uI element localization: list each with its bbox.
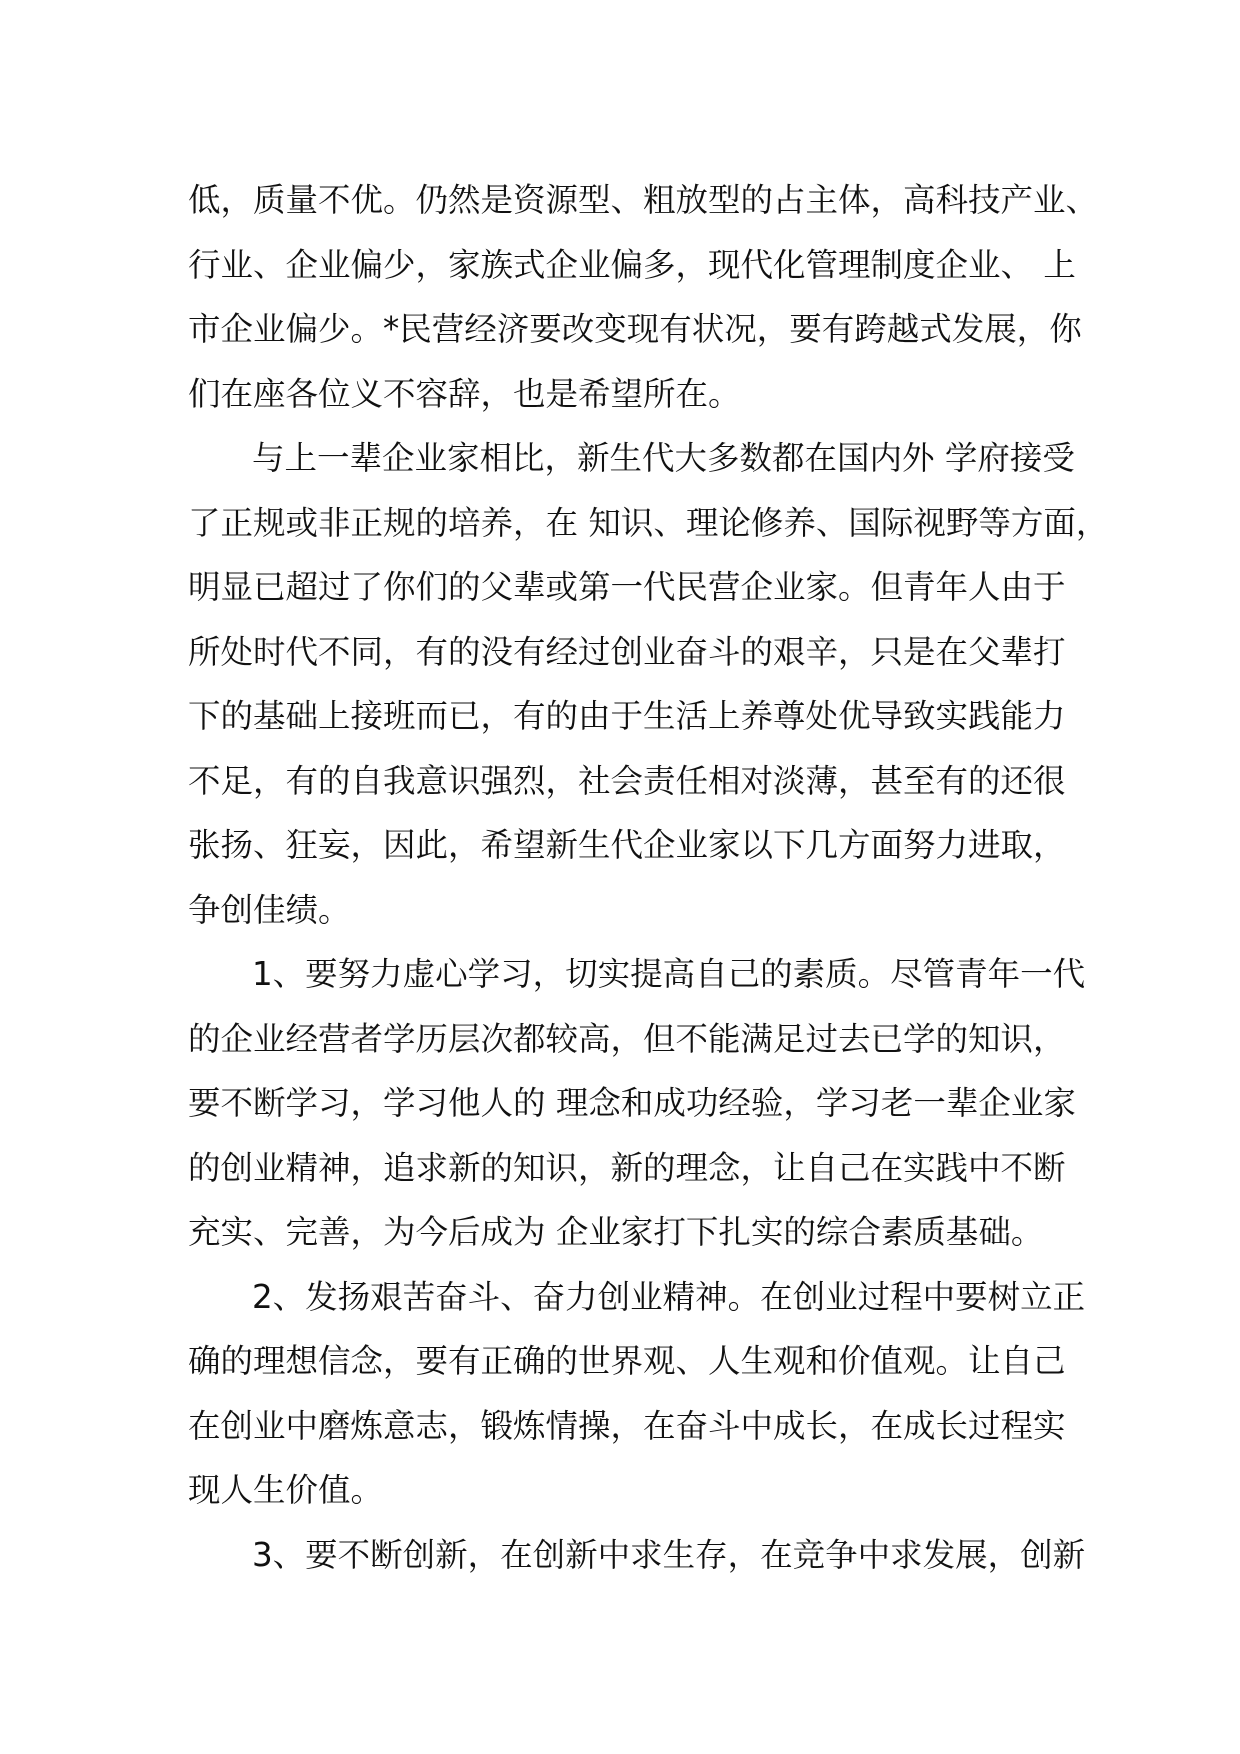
text-line: 现人生价值。 xyxy=(188,1471,384,1509)
text-line: 了正规或非正规的培养，在 知识、理论修养、国际视野等方面， xyxy=(188,503,1109,542)
text-line: 充实、完善，为今后成为 企业家打下扎实的综合素质基础。 xyxy=(188,1213,1044,1251)
text-line: 下的基础上接班而已，有的由于生活上养尊处优导致实践能力 xyxy=(188,697,1066,735)
text-line: 所处时代不同，有的没有经过创业奋斗的艰辛，只是在父辈打 xyxy=(188,632,1066,671)
text-line: 确的理想信念，要有正确的世界观、人生观和价值观。让自己 xyxy=(188,1342,1066,1380)
list-item-3-first-line: 3、要不断创新，在创新中求生存，在竞争中求发展，创新 xyxy=(252,1535,1086,1574)
text-line: 的创业精神，追求新的知识，新的理念，让自己在实践中不断 xyxy=(188,1148,1066,1187)
text-line: 张扬、狂妄，因此，希望新生代企业家以下几方面努力进取， xyxy=(188,826,1066,864)
paragraph-first-line: 与上一辈企业家相比，新生代大多数都在国内外 学府接受 xyxy=(252,439,1075,477)
text-line: 低，质量不优。仍然是资源型、粗放型的占主体，高科技产业、 xyxy=(188,181,1099,219)
text-line: 在创业中磨炼意志，锻炼情操，在奋斗中成长，在成长过程实 xyxy=(188,1406,1066,1445)
text-line: 争创佳绩。 xyxy=(188,890,351,929)
text-line: 们在座各位义不容辞，也是希望所在。 xyxy=(188,374,741,413)
list-item-1-first-line: 1、要努力虚心学习，切实提高自己的素质。尽管青年一代 xyxy=(252,955,1086,993)
body-text xyxy=(188,168,1109,1587)
text-line: 的企业经营者学历层次都较高，但不能满足过去已学的知识， xyxy=(188,1019,1066,1058)
text-line: 行业、企业偏少，家族式企业偏多，现代化管理制度企业、 上 xyxy=(188,245,1076,284)
text-line: 明显已超过了你们的父辈或第一代民营企业家。但青年人由于 xyxy=(188,568,1066,606)
text-line: 要不断学习，学习他人的 理念和成功经验，学习老一辈企业家 xyxy=(188,1084,1076,1122)
text-line: 不足，有的自我意识强烈，社会责任相对淡薄，甚至有的还很 xyxy=(188,761,1066,800)
text-line: 市企业偏少。*民营经济要改变现有状况，要有跨越式发展，你 xyxy=(188,310,1082,348)
list-item-2-first-line: 2、发扬艰苦奋斗、奋力创业精神。在创业过程中要树立正 xyxy=(252,1277,1086,1316)
